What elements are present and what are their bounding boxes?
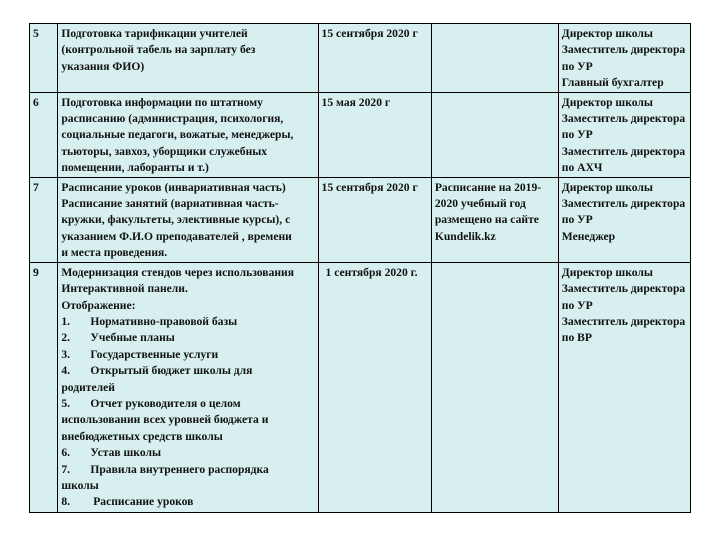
- list-item: 5. Отчет руководителя о целом: [61, 396, 241, 410]
- list-item: 6. Устав школы: [61, 446, 162, 460]
- note-cell: Расписание на 2019- 2020 учебный год размещено на сайте Kundelik.kz: [431, 177, 558, 262]
- deadline-cell: 15 мая 2020 г: [318, 92, 431, 177]
- list-item: 2. Учебные планы: [61, 331, 175, 345]
- task-cell: Подготовка информации по штатному расписанию (администрация, психология, социальные педагоги, вожатые, менеджеры, тьюторы, завхоз, уборщики служебных помещении, лаборанты и т.): [58, 92, 318, 177]
- note-cell: [431, 262, 558, 512]
- list-item: 8. Расписание уроков: [61, 495, 194, 509]
- responsible-cell: Директор школы Заместитель директора по УР Главный бухгалтер: [558, 24, 690, 93]
- row-number-cell: 6: [30, 92, 58, 177]
- task-cell: Модернизация стендов через использования Интерактивной панели. Отображение: 1. Нормативно-правовой базы 2. Учебные планы 3. Государственные услуги 4. Открытый бюджет школы для родителей 5. Отчет руководителя о целом использовании всех уровней бюджета и внебюджетных средств школы 6. Устав школы 7. Правила внутреннего распорядка школы 8. Расписание уроков: [58, 262, 318, 512]
- deadline-cell: 15 сентября 2020 г: [318, 177, 431, 262]
- note-cell: [431, 24, 558, 93]
- responsible-cell: Директор школы Заместитель директора по УР Заместитель директора по ВР: [558, 262, 690, 512]
- row-number-cell: 7: [30, 177, 58, 262]
- table-row: [30, 177, 691, 262]
- responsible-cell: Директор школы Заместитель директора по УР Менеджер: [558, 177, 690, 262]
- table-row: [30, 24, 691, 93]
- task-cell: Подготовка тарификации учителей (контрольной табель на зарплату без указания ФИО): [58, 24, 318, 93]
- deadline-cell: 1 сентября 2020 г.: [318, 262, 431, 512]
- list-item: 7. Правила внутреннего распорядка: [61, 462, 269, 476]
- plan-table: [29, 23, 691, 513]
- responsible-cell: Директор школы Заместитель директора по УР Заместитель директора по АХЧ: [558, 92, 690, 177]
- row-number-cell: 5: [30, 24, 58, 93]
- note-cell: [431, 92, 558, 177]
- list-item: 4. Открытый бюджет школы для: [61, 364, 253, 378]
- deadline-cell: 15 сентября 2020 г: [318, 24, 431, 93]
- row-number-cell: 9: [30, 262, 58, 512]
- list-item: 1. Нормативно-правовой базы: [61, 314, 238, 328]
- task-cell: Расписание уроков (инвариативная часть) Расписание занятий (вариативная часть- кружки, факультеты, элективные курсы), с указанием Ф.И.О преподавателей , времени и места проведения.: [58, 177, 318, 262]
- list-item: 3. Государственные услуги: [61, 347, 219, 361]
- table-row: [30, 262, 691, 512]
- table-row: [30, 92, 691, 177]
